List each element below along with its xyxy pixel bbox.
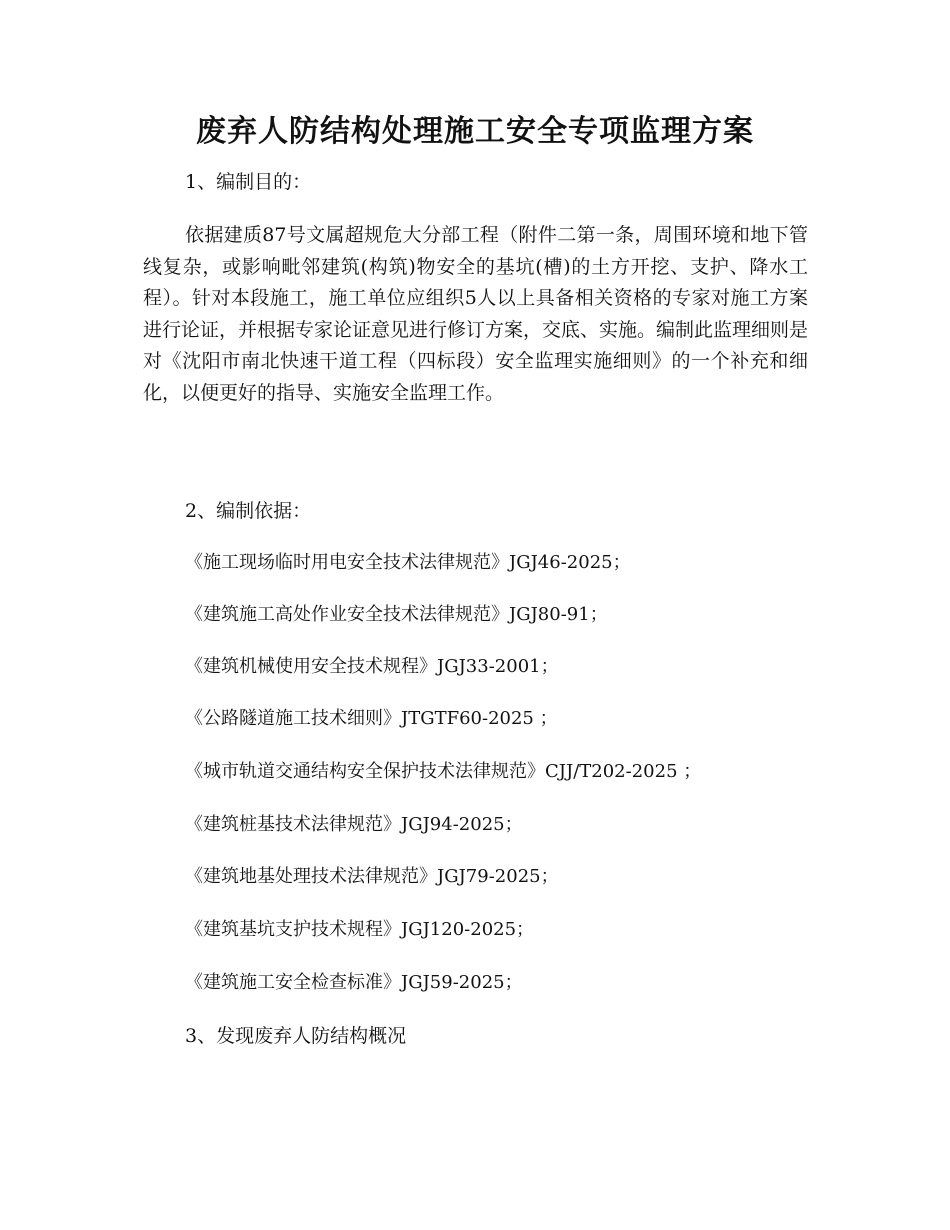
reference-item: 《施工现场临时用电安全技术法律规范》JGJ46-2025； [185,552,631,573]
section-3-heading: 3、发现废弃人防结构概况 [185,1025,407,1047]
section-1-paragraph: 依据建质87号文属超规危大分部工程（附件二第一条，周围环境和地下管线复杂，或影响毗邻建筑(构筑)物安全的基坑(槽)的土方开挖、支护、降水工程）。针对本段施工，施工单位应组织5人以上具备相关资格的专家对施工方案进行论证，并根据专家论证意见进行修订方案，交底、实施。编制此监理细则是对《沈阳市南北快速干道工程（四标段）安全监理实施细则》的一个补充和细化，以便更好的指导、实施安全监理工作。 [143,224,809,404]
section-1-heading: 1、编制目的： [185,171,312,193]
reference-item: 《建筑基坑支护技术规程》JGJ120-2025； [185,919,535,940]
reference-item: 《公路隧道施工技术细则》JTGTF60-2025 ； [185,708,558,729]
reference-item: 《城市轨道交通结构安全保护技术法律规范》CJJ/T202-2025 ； [185,761,702,782]
reference-item: 《建筑施工安全检查标准》JGJ59-2025； [185,972,523,993]
reference-item: 《建筑机械使用安全技术规程》JGJ33-2001； [185,656,559,677]
section-2-heading: 2、编制依据： [185,500,312,522]
reference-item: 《建筑施工高处作业安全技术法律规范》JGJ80-91； [185,604,608,625]
reference-item: 《建筑地基处理技术法律规范》JGJ79-2025； [185,866,559,887]
reference-item: 《建筑桩基技术法律规范》JGJ94-2025； [185,814,523,835]
document-title: 废弃人防结构处理施工安全专项监理方案 [196,114,754,149]
